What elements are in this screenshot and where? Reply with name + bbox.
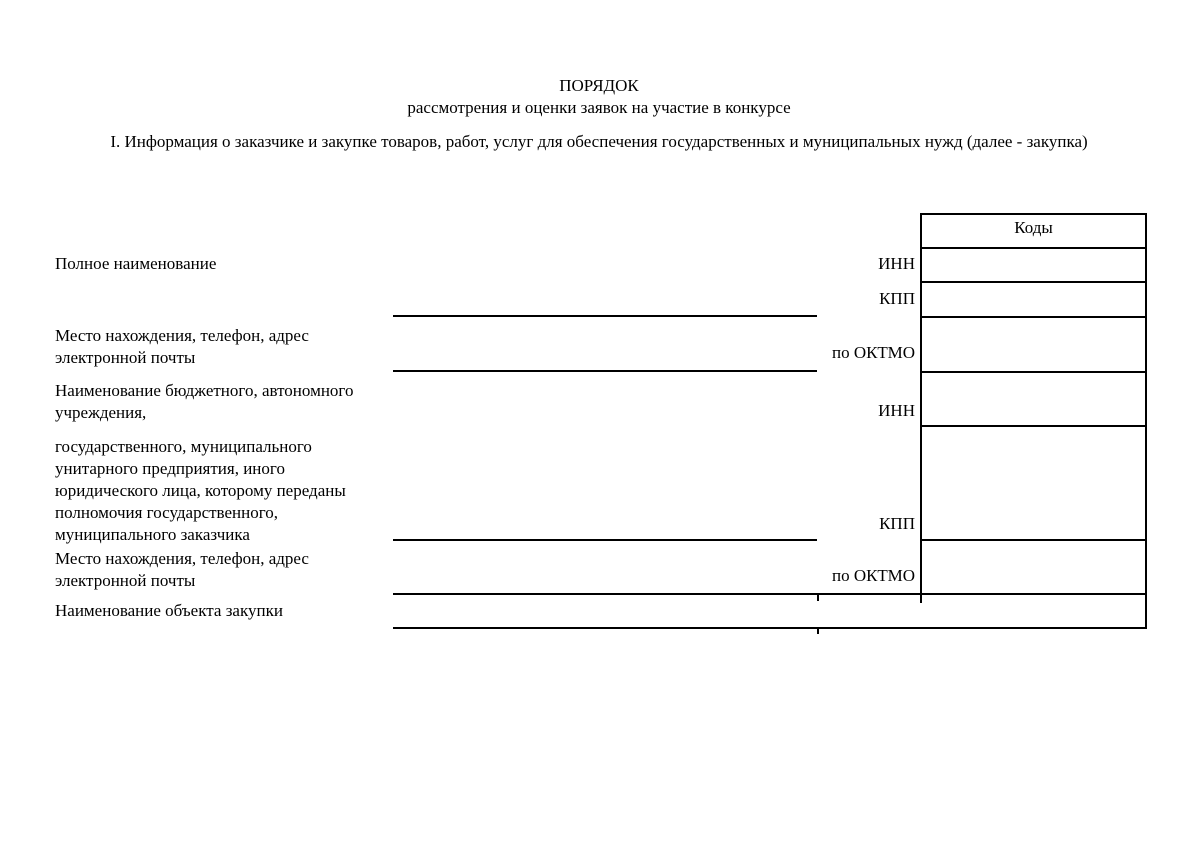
merged-row-bottom-line bbox=[393, 627, 1147, 629]
codes-table-row-line-5 bbox=[920, 425, 1147, 427]
codes-table-border-top bbox=[920, 213, 1147, 215]
fill-line-full-name bbox=[393, 315, 817, 317]
tick-mark-2 bbox=[817, 629, 819, 634]
codes-cell-oktmo-2[interactable] bbox=[922, 541, 1144, 591]
fill-line-delegated-entity bbox=[393, 539, 817, 541]
codes-table-row-line-3 bbox=[920, 316, 1147, 318]
codes-table-border-left bbox=[920, 213, 922, 595]
section-heading: I. Информация о заказчике и закупке товаров, работ, услуг для обеспечения государственных и муниципальных нужд (далее - закупка) bbox=[110, 132, 1088, 151]
codes-cell-oktmo-1[interactable] bbox=[922, 318, 1144, 369]
field-label-procurement-object: Наименование объекта закупки bbox=[55, 601, 283, 620]
document-title: ПОРЯДОК bbox=[559, 76, 639, 95]
value-area-procurement-object[interactable] bbox=[393, 595, 1145, 625]
codes-table-border-right bbox=[1145, 213, 1147, 629]
codes-cell-kpp-2[interactable] bbox=[922, 427, 1144, 537]
codes-table-row-line-6 bbox=[920, 539, 1147, 541]
value-area-full-name[interactable] bbox=[393, 290, 817, 315]
codes-cell-kpp-1[interactable] bbox=[922, 283, 1144, 314]
tick-mark-3 bbox=[920, 595, 922, 603]
merged-row-top-line bbox=[393, 593, 1147, 595]
field-label-budget-institution: Наименование бюджетного, автономного учреждения, bbox=[55, 381, 354, 422]
value-area-location-2[interactable] bbox=[393, 568, 817, 593]
codes-table-row-line-1 bbox=[920, 247, 1147, 249]
fill-line-location-1 bbox=[393, 370, 817, 372]
code-label-kpp-1: КПП bbox=[879, 289, 915, 308]
field-label-location-2: Место нахождения, телефон, адрес электронной почты bbox=[55, 549, 309, 590]
code-label-inn-1: ИНН bbox=[878, 254, 915, 273]
field-label-full-name: Полное наименование bbox=[55, 254, 217, 273]
codes-table-row-line-2 bbox=[920, 281, 1147, 283]
codes-cell-inn-1[interactable] bbox=[922, 249, 1144, 279]
value-area-delegated-entity[interactable] bbox=[393, 514, 817, 539]
document-subtitle: рассмотрения и оценки заявок на участие в конкурсе bbox=[407, 98, 791, 117]
code-label-oktmo-1: по ОКТМО bbox=[831, 343, 915, 362]
codes-cell-inn-2[interactable] bbox=[922, 373, 1144, 423]
field-label-delegated-entity: государственного, муниципального унитарного предприятия, иного юридического лица, которому переданы полномочия государственного, муниципального заказчика bbox=[55, 437, 346, 544]
field-label-location-1: Место нахождения, телефон, адрес электронной почты bbox=[55, 326, 309, 367]
codes-table-header: Коды bbox=[1014, 218, 1053, 237]
value-area-location-1[interactable] bbox=[393, 345, 817, 370]
code-label-oktmo-2: по ОКТМО bbox=[831, 566, 915, 585]
tick-mark-1 bbox=[817, 595, 819, 601]
codes-table-row-line-4 bbox=[920, 371, 1147, 373]
code-label-inn-2: ИНН bbox=[878, 401, 915, 420]
code-label-kpp-2: КПП bbox=[879, 514, 915, 533]
